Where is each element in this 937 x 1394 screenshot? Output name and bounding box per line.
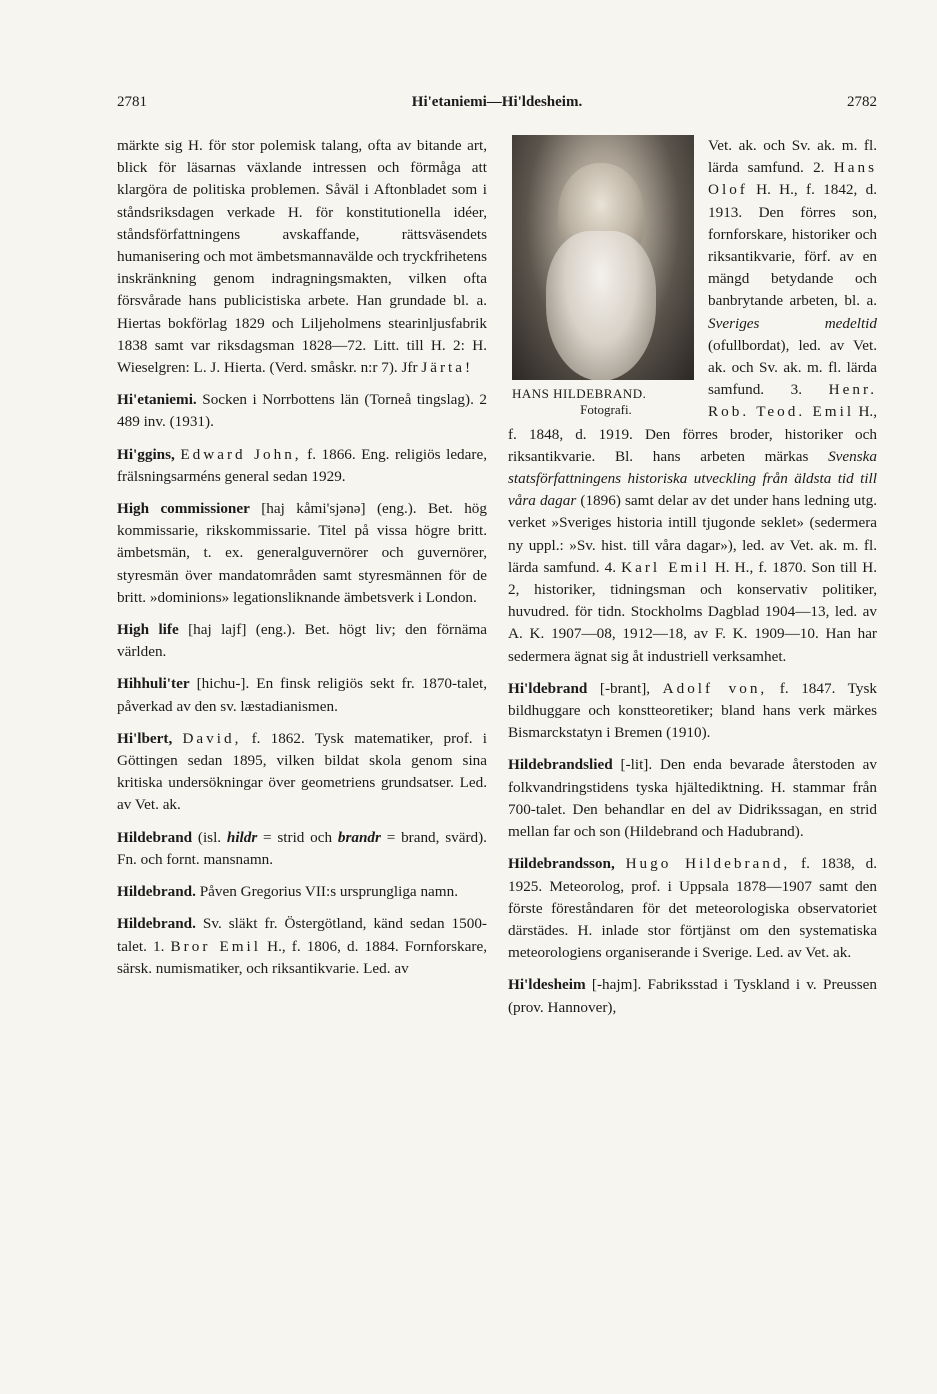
- headword: Hildebrandsson,: [508, 855, 615, 873]
- work-title: Svenska statsförfattningens historiska utveckling från äldsta tid till våra dagar: [508, 447, 877, 510]
- headword: Hildebrand.: [117, 915, 196, 933]
- continued-entry: märkte sig H. för stor polemisk talang, ofta av bitande art, blick för läsarnas växlande intressen och förmåga att klargöra de politiska problemen. Såväl i Aftonbladet som i ståndsriksdagen verkade H. för konstitutionella idéer, ståndsförfattningens avskaffande, rättsväsendets humanisering och mot ämbetsmannavälde och tryckfrihetens inskränkning genom indragningsmakten, vilken ofta försvårade hans publicistiska arbete. Han grundade bl. a. Hiertas bokförlag 1829 och Liljeholmens stearinljusfabrik 1838 samt var riksdagsman 1828—72. Litt. till H. 2: H. Wieselgren: L. J. Hierta. (Verd. småskr. n:r 7). Jfr Järta!: [117, 137, 487, 377]
- cross-reference: Järta!: [421, 359, 474, 377]
- page-header: [117, 94, 877, 118]
- headword: Hi'etaniemi.: [117, 391, 197, 409]
- page-number-left: 2781: [117, 94, 147, 110]
- headword: Hi'lbert,: [117, 729, 173, 747]
- headword: Hildebrandslied: [508, 756, 613, 774]
- entry-adolf-hildebrand: Hi'ldebrand [-brant], Adolf von, f. 1847. Tysk bildhuggare och konstteoretiker; bland hans verk märkes Bismarckstatyn i Bremen (1910).: [508, 679, 877, 742]
- etymon: hildr: [226, 828, 258, 846]
- spaced-name: Hans Olof: [708, 159, 877, 199]
- spaced-name: Bror Emil: [170, 937, 261, 955]
- spaced-name: Karl Emil: [621, 558, 710, 576]
- headword: Hihhuli'ter: [117, 675, 190, 693]
- caption-sub: Fotografi.: [580, 402, 632, 417]
- spaced-name: Edward John,: [180, 445, 302, 463]
- entry-hildebrand-pope: Hildebrand. Påven Gregorius VII:s ursprungliga namn.: [117, 883, 459, 901]
- etymon: brandr: [337, 828, 381, 846]
- right-column: [508, 135, 877, 1029]
- entry-higgins: Hi'ggins, Edward John, f. 1866. Eng. religiös ledare, frälsningsarméns general sedan 1929.: [117, 445, 487, 485]
- portrait-figure: [508, 135, 700, 418]
- entry-hihhuliter: Hihhuli'ter [hichu-]. En finsk religiös sekt fr. 1870-talet, påverkad av den sv. læstadianismen.: [117, 675, 487, 715]
- headword: High life: [117, 621, 179, 639]
- entry-hietaniemi: Hi'etaniemi. Socken i Norrbottens län (Torneå tingslag). 2 489 inv. (1931).: [117, 391, 487, 431]
- left-column: [117, 135, 487, 990]
- headword: Hildebrand.: [117, 883, 196, 901]
- portrait-photo: [512, 135, 694, 380]
- entry-high-commissioner: High commissioner [haj kåmi'sjənə] (eng.). Bet. hög kommissarie, rikskommissarie. Titel på vissa högre britt. ämbetsmän, t. ex. generalguvernörer och guvernörer, styresmän över mandatområden samt styresmännen för de britt. »dominions» legationsliknande ämbetsverk i London.: [117, 500, 487, 606]
- entry-hildebrand-name: Hildebrand (isl. hildr = strid och brandr = brand, svärd). Fn. och fornt. mansnamn.: [117, 828, 487, 868]
- spaced-name: Hugo Hildebrand,: [625, 855, 791, 873]
- headword: Hi'ldesheim: [508, 976, 586, 994]
- headword: Hildebrand: [117, 828, 193, 846]
- headword: High commissioner: [117, 500, 250, 518]
- entry-hildebrand-family: Hildebrand. Sv. släkt fr. Östergötland, känd sedan 1500-talet. 1. Bror Emil H., f. 1806, d. 1884. Fornforskare, särsk. numismatiker, och riksantikvarie. Led. av: [117, 915, 487, 977]
- entry-hildebrandsson: Hildebrandsson, Hugo Hildebrand, f. 1838, d. 1925. Meteorolog, prof. i Uppsala 1878—1907 samt den förste föreståndaren för det meteorologiska observatoriet därstädes. H. inlade stor förtjänst om den systematiska meteorologiens organiserande i Sverige. Led. av Vet. ak.: [508, 855, 878, 962]
- continued-entry-hildebrand: Vet. ak. och Sv. ak. m. fl. lärda samfund. 2. Hans Olof H. H., f. 1842, d. 1913. Den förres son, fornforskare, historiker och riksantikvarie, förf. av en mängd betydande och banbrytande arbeten, bl. a. Sveriges medeltid (ofullbordat), led. av Vet. ak. och Sv. ak. m. fl. lärda samfund. 3. Henr. Rob. Teod. Emil H., f. 1848, d. 1919. Den förres broder, historiker och riksantikvarie. Bl. hans arbeten märkas Svenska statsförfattningens historiska utveckling från äldsta tid till våra dagar (1896) samt delar av det under hans ledning utg. verket »Sveriges historia intill tjugonde seklet» (sedermera ny uppl.: »Sv. hist. till våra dagar»), led. av Vet. ak. m. fl. lärda samfund. 4. Karl Emil H. H., f. 1870. Son till H. 2, historiker, tidningsman och konservativ politiker, huvudred. för tidn. Stockholms Dagblad 1904—13, led. av A. K. 1907—08, 1912—18, av F. K. 1909—10. Han har sedermera ägnat sig åt industriell verksamhet.: [508, 137, 878, 665]
- page-number-right: 2782: [847, 94, 877, 110]
- figure-caption: [508, 386, 700, 418]
- entry-hildebrandslied: Hildebrandslied [-lit]. Den enda bevarade återstoden av folkvandringstidens tyska hjältediktning. H. stammar från 700-talet. Den behandlar en del av Didrikssagan, en strid mellan far och son (Hildebrand och Hadubrand).: [508, 756, 877, 841]
- spaced-name: David,: [182, 729, 242, 747]
- entry-hilbert: Hi'lbert, David, f. 1862. Tysk matematiker, prof. i Göttingen sedan 1895, vilken bildat skola genom sina kritiska undersökningar över geometriens grundsatser. Led. av Vet. ak.: [117, 729, 488, 814]
- entry-hildesheim: Hi'ldesheim [-hajm]. Fabriksstad i Tyskland i v. Preussen (prov. Hannover),: [508, 976, 877, 1016]
- spaced-name: Henr. Rob. Teod. Emil: [708, 381, 877, 421]
- running-title: Hi'etaniemi—Hi'ldesheim.: [411, 94, 583, 110]
- work-title: Sveriges medeltid: [708, 314, 877, 332]
- headword: Hi'ldebrand: [508, 679, 588, 697]
- headword: Hi'ggins,: [117, 445, 175, 463]
- entry-high-life: High life [haj lajf] (eng.). Bet. högt liv; den förnäma världen.: [117, 621, 487, 661]
- spaced-name: Adolf von,: [662, 679, 768, 697]
- caption-name: HANS HILDEBRAND.: [512, 386, 647, 401]
